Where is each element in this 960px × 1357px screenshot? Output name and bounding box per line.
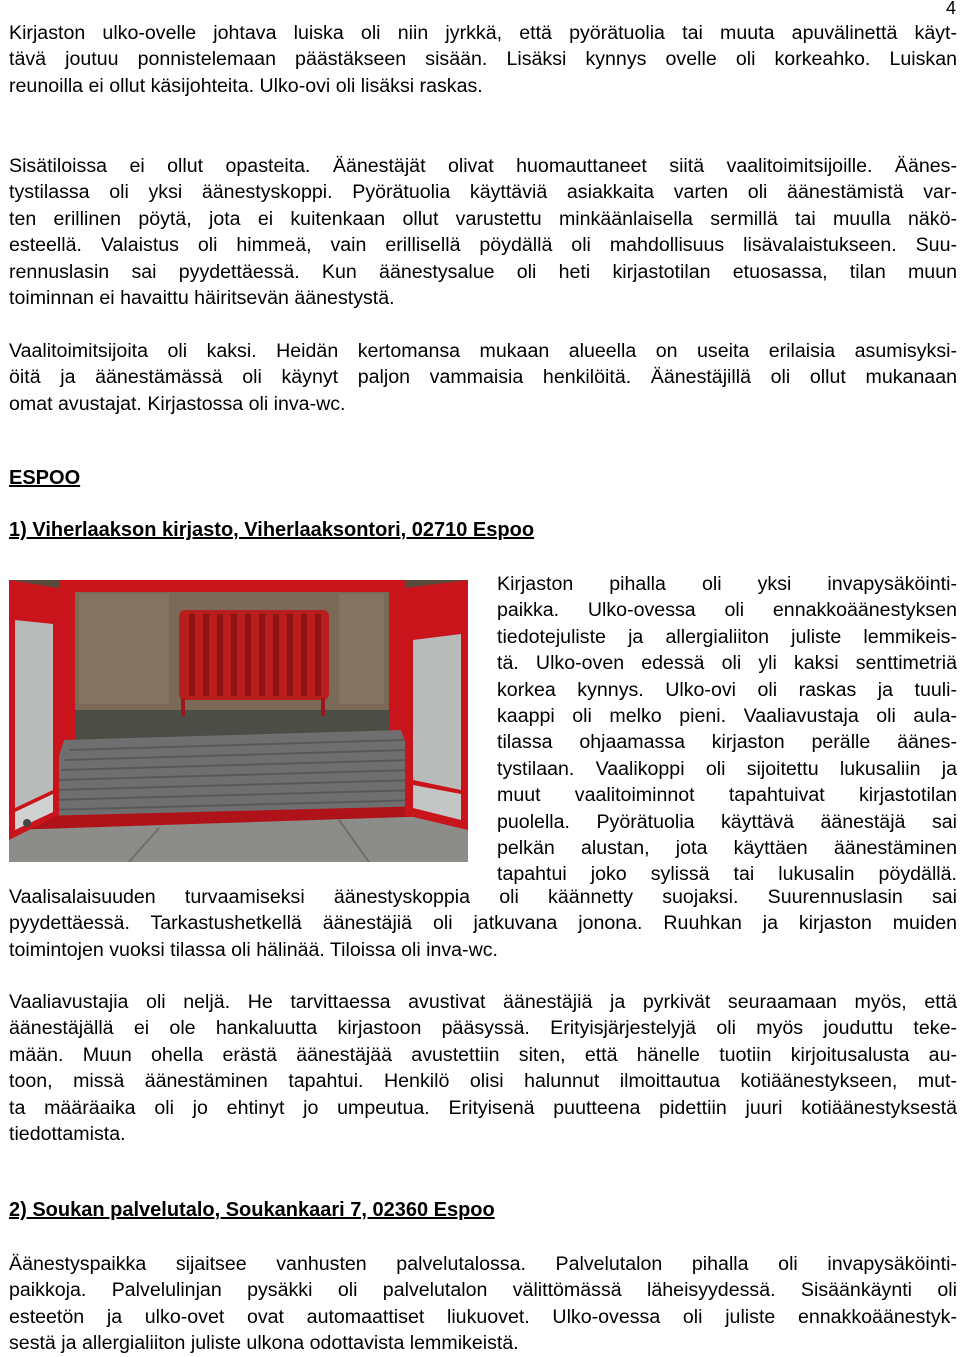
text-line: esteellä. Valaistus oli himmeä, vain erillisellä pöydällä oli mahdollisuus lisävalaistukseen. Suu-: [9, 234, 957, 257]
officials-paragraph: [9, 338, 957, 417]
text-line: tä. Ulko-oven edessä oli yli kaksi senttimetriä: [497, 652, 957, 675]
city-heading: ESPOO: [9, 467, 81, 489]
text-line: tävä joutuu ponnistelemaan päästäkseen sisään. Lisäksi kynnys ovelle oli korkeahko. Luiskan: [9, 48, 957, 71]
text-line: korkea kynnys. Ulko-ovi oli raskas ja tuuli-: [497, 678, 957, 701]
page-number: 4: [945, 0, 956, 18]
text-line: esteetön ja ulko-ovet ovat automaattiset liukuovet. Ulko-ovessa oli juliste ennakkoäänestyk-: [9, 1305, 957, 1328]
text-line: Vaalitoimitsijoita oli kaksi. Heidän kertomansa mukaan alueella on useita erilaisia asumisyksi-: [9, 340, 957, 362]
text-line: Äänestyspaikka sijaitsee vanhusten palvelutalossa. Palvelutalon pihalla oli invapysäköinti-: [9, 1253, 957, 1275]
text-line: pyydettäessä. Tarkastushetkellä äänestäjiä oli jatkuvana jonona. Ruuhkan ja kirjaston muiden: [9, 912, 957, 935]
text-line: Kirjaston pihalla oli yksi invapysäköinti-: [497, 573, 957, 595]
text-line: rennuslasin sai pyydettäessä. Kun äänestysalue oli heti kirjastotilan etuosassa, tilan muun: [9, 260, 957, 283]
text-line: tiedottamista.: [9, 1123, 126, 1146]
text-line: tystilaan. Vaalikoppi oli sijoitettu lukusaliin ja: [497, 757, 957, 780]
text-line: kaappi oli melko pieni. Vaaliavustaja oli aula-: [497, 705, 957, 728]
text-line: Vaaliavustajia oli neljä. He tarvittaessa avustivat äänestäjiä ja pyrkivät seuraamaan myös, että: [9, 991, 957, 1013]
text-line: puolella. Pyörätuolia käyttävä äänestäjä sai: [497, 810, 957, 833]
library-entrance-photo: [9, 580, 468, 862]
text-line: äänestäjällä ei ole hankaluutta kirjastoon pääsyssä. Erityisjärjestelyjä oli myös jouduttu teke-: [9, 1017, 957, 1040]
text-line: Sisätiloissa ei ollut opasteita. Äänestäjät olivat huomauttaneet siitä vaalitoimitsijoille. Äänes-: [9, 155, 957, 177]
text-line: ta määräaika oli jo ehtinyt jo umpeutua. Erityisenä puutteena pidettiin juuri kotiäänestyksestä: [9, 1096, 957, 1119]
text-line: Kirjaston ulko-ovelle johtava luiska oli niin jyrkkä, että pyörätuolia tai muuta apuvälinettä käyt-: [9, 22, 957, 44]
text-line: omat avustajat. Kirjastossa oli inva-wc.: [9, 392, 346, 415]
text-line: Vaalisalaisuuden turvaamiseksi äänestyskoppia oli käännetty suojaksi. Suurennuslasin sai: [9, 886, 957, 908]
text-line: tiedotejuliste ja allergialiiton juliste lemmikeis-: [497, 625, 957, 648]
site2-heading: 2) Soukan palvelutalo, Soukankaari 7, 02360 Espoo: [9, 1199, 495, 1221]
indoor-paragraph: [9, 153, 957, 311]
text-line: pelkän alustan, jota käyttäen äänestäminen: [497, 837, 957, 860]
text-line: tapahtui joko sylissä tai lukusalin pöydällä.: [497, 863, 957, 886]
text-line: öitä ja äänestämässä oli käynyt paljon vammaisia henkilöitä. Äänestäjillä oli ollut mukanaan: [9, 366, 957, 389]
text-line: toimintojen vuoksi tilassa oli hälinää. Tiloissa oli inva-wc.: [9, 938, 498, 961]
site1-side-text: [497, 571, 957, 888]
text-line: mään. Muun ohella erästä äänestäjää avustettiin siten, että hänelle tuotiin kirjoitusalusta au-: [9, 1043, 957, 1066]
intro-paragraph: [9, 20, 957, 99]
text-line: toiminnan ei havaittu häiritsevän äänestystä.: [9, 287, 395, 310]
text-line: tilassa ohjaamassa kirjaston perälle äänes-: [497, 731, 957, 754]
site1-assistants-paragraph: [9, 989, 957, 1147]
text-line: paikkoja. Palvelulinjan pysäkki oli palvelutalon välittömässä läheisyydessä. Sisäänkäynti oli: [9, 1279, 957, 1302]
site1-continuation: [9, 884, 957, 963]
text-line: paikka. Ulko-ovessa oli ennakkoäänestyksen: [497, 599, 957, 622]
text-line: sestä ja allergialiiton juliste ulkona odottavista lemmikeistä.: [9, 1332, 519, 1355]
text-line: toon, missä äänestäminen tapahtui. Henkilö olisi halunnut ilmoittautua kotiäänestykseen, mut-: [9, 1070, 957, 1093]
site1-heading: 1) Viherlaakson kirjasto, Viherlaaksontori, 02710 Espoo: [9, 519, 535, 541]
text-line: tystilassa oli yksi äänestyskoppi. Pyörätuolia käyttäviä asiakkaita varten oli äänestämistä var-: [9, 181, 957, 204]
text-line: muut vaalitoiminnot tapahtuivat kirjastotilan: [497, 784, 957, 807]
site2-paragraph: [9, 1251, 957, 1357]
text-line: ten erillinen pöytä, jota ei kuitenkaan ollut varustettu minkäänlaisella sermillä tai muulla näkö-: [9, 207, 957, 230]
text-line: reunoilla ei ollut käsijohteita. Ulko-ovi oli lisäksi raskas.: [9, 74, 483, 97]
